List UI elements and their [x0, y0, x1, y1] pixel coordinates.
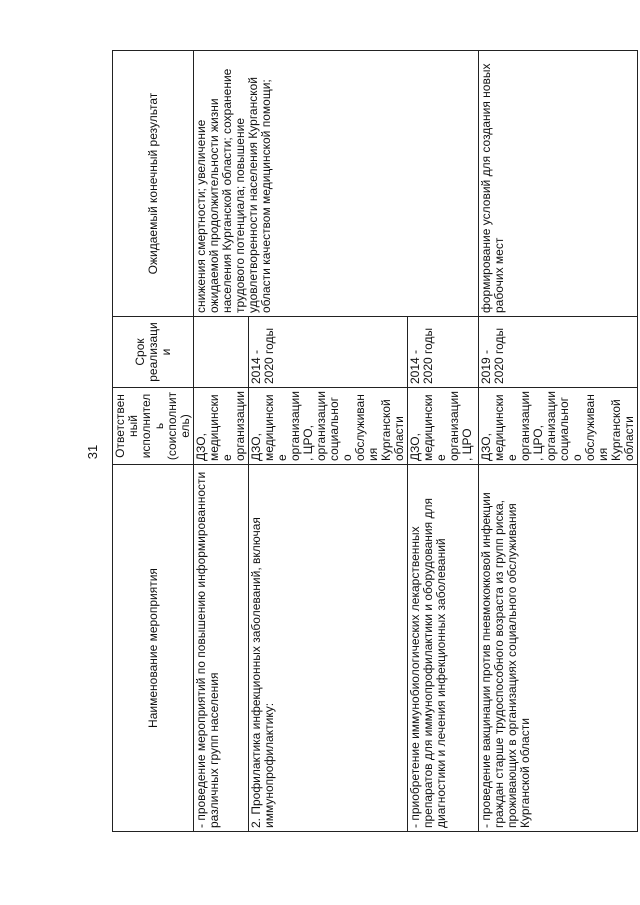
header-period: Срок реализации [113, 317, 194, 388]
cell-period [194, 317, 249, 388]
cell-period: 2014 - 2020 годы [408, 317, 479, 388]
cell-executor: ДЗО, медицинские организации [194, 388, 249, 465]
cell-executor: ДЗО, медицинские организации, ЦРО, организации социального обслуживания Курганской области [249, 388, 408, 465]
cell-period: 2014 - 2020 годы [249, 317, 408, 388]
rotated-table-area [112, 51, 636, 832]
header-executor: Ответственный исполнитель (соисполнитель) [113, 388, 194, 465]
cell-name: - проведение вакцинации против пневмококковой инфекции граждан старше трудоспособного возраста из групп риска, проживающих в организациях социального обслуживания Курганской области [479, 465, 638, 832]
cell-name: 2. Профилактика инфекционных заболеваний, включая иммунопрофилактику: [249, 465, 408, 832]
cell-executor: ДЗО, медицинские организации, ЦРО [408, 388, 479, 465]
table-row [479, 51, 638, 832]
header-name: Наименование мероприятия [113, 465, 194, 832]
cell-result: снижения смертности; увеличение ожидаемой продолжительности жизни населения Курганской области; сохранение трудового потенциала; повышение удовлетворенности населения Курганской области качеством медицинской помощи; [194, 51, 479, 317]
table-header-row [113, 51, 194, 832]
cell-period: 2019 - 2020 годы [479, 317, 638, 388]
cell-result: формирование условий для создания новых рабочих мест [479, 51, 638, 317]
cell-name: - приобретение иммунобиологических лекарственных препаратов для иммунопрофилактики и оборудования для диагностики и лечения инфекционных заболеваний [408, 465, 479, 832]
cell-executor: ДЗО, медицинские организации, ЦРО, организации социального обслуживания Курганской области [479, 388, 638, 465]
page-number: 31 [85, 444, 100, 460]
cell-name: - проведение мероприятий по повышению информированности различных групп населения [194, 465, 249, 832]
measures-table [112, 50, 638, 832]
rotated-table-container [112, 51, 636, 832]
table-row [194, 51, 249, 832]
header-result: Ожидаемый конечный результат [113, 51, 194, 317]
